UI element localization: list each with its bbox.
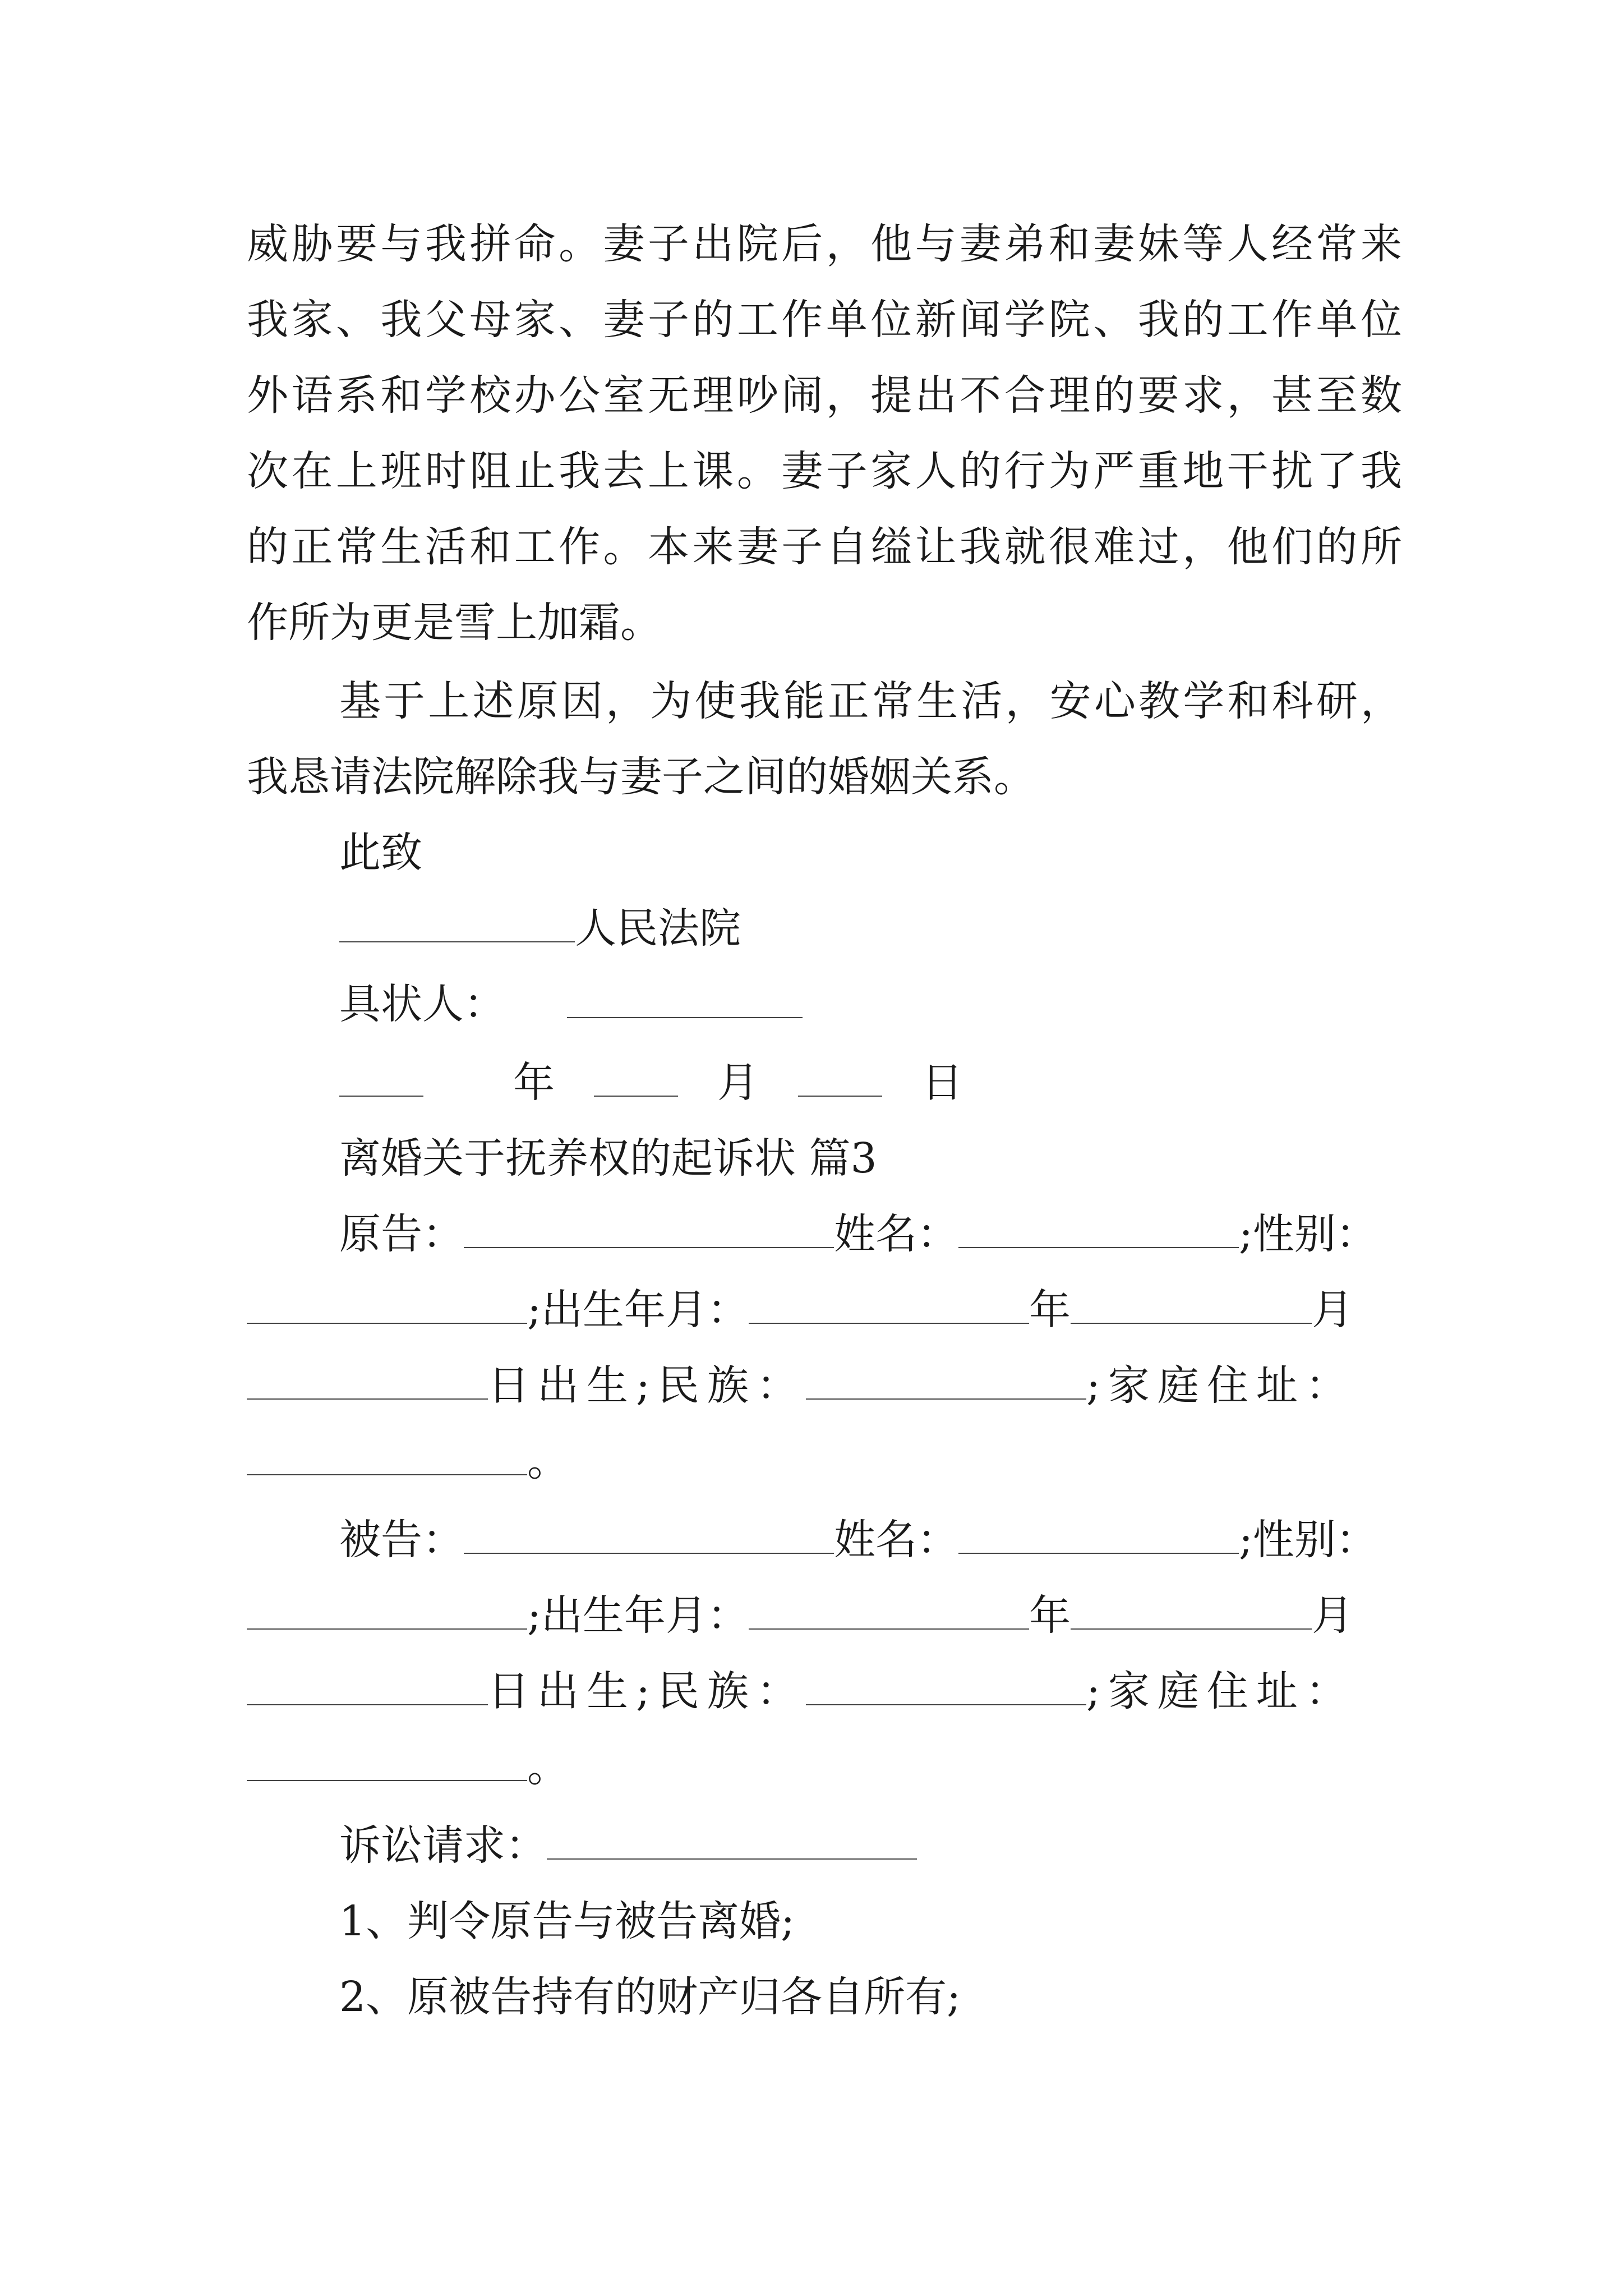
defendant-year-label: 年 <box>1029 1591 1071 1640</box>
plaintiff-line-1 <box>339 1206 1402 1262</box>
signer-blank <box>567 984 803 1018</box>
body-line: 外语系和学校办公室无理吵闹，提出不合理的要求，甚至数 <box>247 371 1402 420</box>
defendant-line-3 <box>247 1663 1402 1719</box>
defendant-name-label: 姓名： <box>834 1516 958 1564</box>
claims-label: 诉讼请求： <box>339 1821 547 1870</box>
defendant-gender-blank <box>247 1596 527 1630</box>
basis-line: 我恳请法院解除我与妻子之间的婚姻关系。 <box>247 753 1035 801</box>
body-line: 的正常生活和工作。本来妻子自缢让我就很难过，他们的所 <box>247 523 1402 571</box>
claims-line <box>339 1818 1402 1874</box>
year-label: 年 <box>513 1059 555 1107</box>
plaintiff-born-label: 日出生;民族： <box>488 1361 806 1410</box>
defendant-line-4 <box>247 1739 1402 1795</box>
plaintiff-ethnicity-blank <box>806 1366 1086 1400</box>
defendant-role-blank <box>464 1520 834 1554</box>
court-line <box>339 900 1402 956</box>
court-label: 人民法院 <box>575 904 741 953</box>
defendant-day-blank <box>247 1672 488 1705</box>
plaintiff-month-blank <box>1071 1290 1312 1324</box>
plaintiff-gender-blank <box>247 1290 527 1324</box>
defendant-line-1 <box>339 1512 1402 1568</box>
defendant-year-blank <box>749 1596 1029 1630</box>
defendant-role: 被告： <box>339 1516 464 1564</box>
defendant-address-blank <box>247 1747 527 1781</box>
section-title: 离婚关于抚养权的起诉状 篇3 <box>339 1134 877 1182</box>
plaintiff-line-2 <box>247 1282 1402 1338</box>
plaintiff-name-label: 姓名： <box>834 1210 958 1258</box>
plaintiff-role-blank <box>464 1214 834 1248</box>
defendant-ethnicity-blank <box>806 1672 1086 1705</box>
defendant-address-label: ;家庭住址： <box>1086 1667 1355 1715</box>
plaintiff-name-blank <box>958 1214 1239 1248</box>
signer-label: 具状人： <box>339 980 505 1028</box>
plaintiff-month-label: 月 <box>1311 1286 1353 1334</box>
signer-line <box>339 976 1402 1032</box>
day-label: 日 <box>921 1059 963 1107</box>
plaintiff-address-label: ;家庭住址： <box>1086 1361 1355 1410</box>
claim-item: 1、判令原告与被告离婚; <box>339 1897 795 1945</box>
salutation: 此致 <box>339 829 422 877</box>
court-blank <box>339 909 575 942</box>
month-label: 月 <box>717 1059 759 1107</box>
basis-line: 基于上述原因，为使我能正常生活，安心教学和科研， <box>339 677 1402 725</box>
body-line: 我家、我父母家、妻子的工作单位新闻学院、我的工作单位 <box>247 296 1402 344</box>
plaintiff-role: 原告： <box>339 1210 464 1258</box>
month-blank <box>594 1063 678 1097</box>
defendant-line-2 <box>247 1588 1402 1644</box>
defendant-month-blank <box>1071 1596 1312 1630</box>
plaintiff-birth-label: ;出生年月： <box>527 1286 749 1334</box>
plaintiff-year-blank <box>749 1290 1029 1324</box>
defendant-birth-label: ;出生年月： <box>527 1591 749 1640</box>
claims-blank <box>547 1826 917 1860</box>
plaintiff-line-3 <box>247 1358 1402 1414</box>
body-line: 威胁要与我拼命。妻子出院后，他与妻弟和妻妹等人经常来 <box>247 220 1402 268</box>
year-blank <box>339 1063 423 1097</box>
defendant-born-label: 日出生;民族： <box>488 1667 806 1715</box>
body-line: 次在上班时阻止我去上课。妻子家人的行为严重地干扰了我 <box>247 447 1402 495</box>
defendant-gender-label: ;性别： <box>1239 1516 1377 1564</box>
date-line <box>339 1055 1402 1111</box>
defendant-name-blank <box>958 1520 1239 1554</box>
defendant-month-label: 月 <box>1311 1591 1353 1640</box>
plaintiff-end: 。 <box>527 1437 569 1485</box>
plaintiff-line-4 <box>247 1433 1402 1489</box>
plaintiff-year-label: 年 <box>1029 1286 1071 1334</box>
plaintiff-day-blank <box>247 1366 488 1400</box>
body-line: 作所为更是雪上加霜。 <box>247 599 662 647</box>
plaintiff-address-blank <box>247 1442 527 1475</box>
plaintiff-gender-label: ;性别： <box>1239 1210 1377 1258</box>
defendant-end: 。 <box>527 1743 569 1791</box>
claim-item: 2、原被告持有的财产归各自所有; <box>339 1973 961 2021</box>
day-blank <box>798 1063 882 1097</box>
